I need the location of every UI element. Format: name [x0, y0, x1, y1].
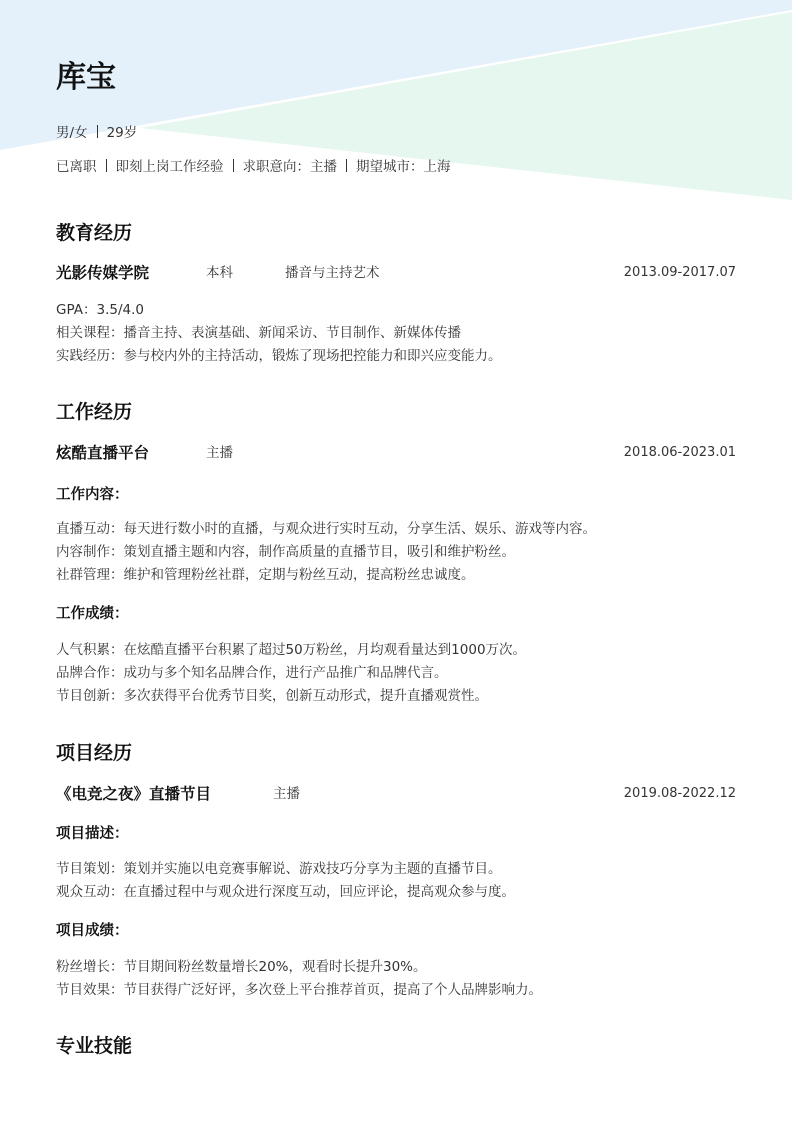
project-results-list	[56, 956, 736, 1002]
availability: 即刻上岗工作经验	[115, 159, 224, 175]
work-achievement-item: 人气积累：在炫酷直播平台积累了超过50万粉丝，月均观看量达到1000万次。	[56, 642, 527, 658]
divider	[233, 159, 234, 172]
divider	[97, 125, 98, 138]
project-desc-item: 观众互动：在直播过程中与观众进行深度互动，回应评论，提高观众参与度。	[56, 884, 515, 900]
education-row	[56, 262, 736, 284]
divider	[106, 159, 107, 172]
age: 29岁	[106, 125, 138, 141]
project-desc-list	[56, 858, 736, 904]
basic-info	[56, 123, 137, 143]
work-content-list	[56, 518, 736, 587]
major: 播音与主持艺术	[285, 265, 380, 281]
work-content-item: 内容制作：策划直播主题和内容，制作高质量的直播节目，吸引和维护粉丝。	[56, 544, 515, 560]
project-result-item: 粉丝增长：节目期间粉丝数量增长20%，观看时长提升30%。	[56, 959, 427, 975]
work-achievement-item: 品牌合作：成功与多个知名品牌合作，进行产品推广和品牌代言。	[56, 665, 448, 681]
work-achievements-label: 工作成绩：	[56, 606, 129, 622]
candidate-name: 库宝	[56, 60, 116, 95]
job-status-info	[56, 157, 451, 177]
work-achievement-item: 节目创新：多次获得平台优秀节目奖，创新互动形式，提升直播观赏性。	[56, 688, 488, 704]
education-detail: GPA：3.5/4.0	[56, 302, 144, 318]
work-row	[56, 442, 736, 464]
divider	[346, 159, 347, 172]
school-name: 光影传媒学院	[56, 264, 150, 282]
project-row	[56, 783, 736, 805]
work-content-item: 直播互动：每天进行数小时的直播，与观众进行实时互动，分享生活、娱乐、游戏等内容。	[56, 521, 596, 537]
project-name: 《电竞之夜》直播节目	[56, 785, 212, 803]
education-detail: 相关课程：播音主持、表演基础、新闻采访、节目制作、新媒体传播	[56, 325, 461, 341]
employment-status: 已离职	[56, 159, 97, 175]
work-date: 2018.06-2023.01	[623, 445, 736, 460]
section-title-project: 项目经历	[56, 742, 133, 764]
expected-city: 期望城市：上海	[356, 159, 451, 175]
project-date: 2019.08-2022.12	[623, 786, 736, 801]
job-intention: 求职意向：主播	[242, 159, 337, 175]
project-result-item: 节目效果：节目获得广泛好评，多次登上平台推荐首页，提高了个人品牌影响力。	[56, 982, 542, 998]
project-desc-label: 项目描述：	[56, 826, 129, 842]
project-results-label: 项目成绩：	[56, 923, 129, 939]
education-details	[56, 299, 736, 368]
work-content-item: 社群管理：维护和管理粉丝社群，定期与粉丝互动，提高粉丝忠诚度。	[56, 567, 475, 583]
project-role: 主播	[273, 786, 300, 802]
gender: 男/女	[56, 125, 88, 141]
section-title-skills: 专业技能	[56, 1035, 133, 1057]
project-desc-item: 节目策划：策划并实施以电竞赛事解说、游戏技巧分享为主题的直播节目。	[56, 861, 502, 877]
degree: 本科	[206, 265, 233, 281]
work-content-label: 工作内容：	[56, 487, 129, 503]
education-date: 2013.09-2017.07	[623, 265, 736, 280]
work-achievements-list	[56, 639, 736, 708]
work-role: 主播	[206, 445, 233, 461]
section-title-education: 教育经历	[56, 222, 133, 244]
company-name: 炫酷直播平台	[56, 444, 150, 462]
education-detail: 实践经历：参与校内外的主持活动，锻炼了现场把控能力和即兴应变能力。	[56, 348, 502, 364]
section-title-work: 工作经历	[56, 401, 133, 423]
